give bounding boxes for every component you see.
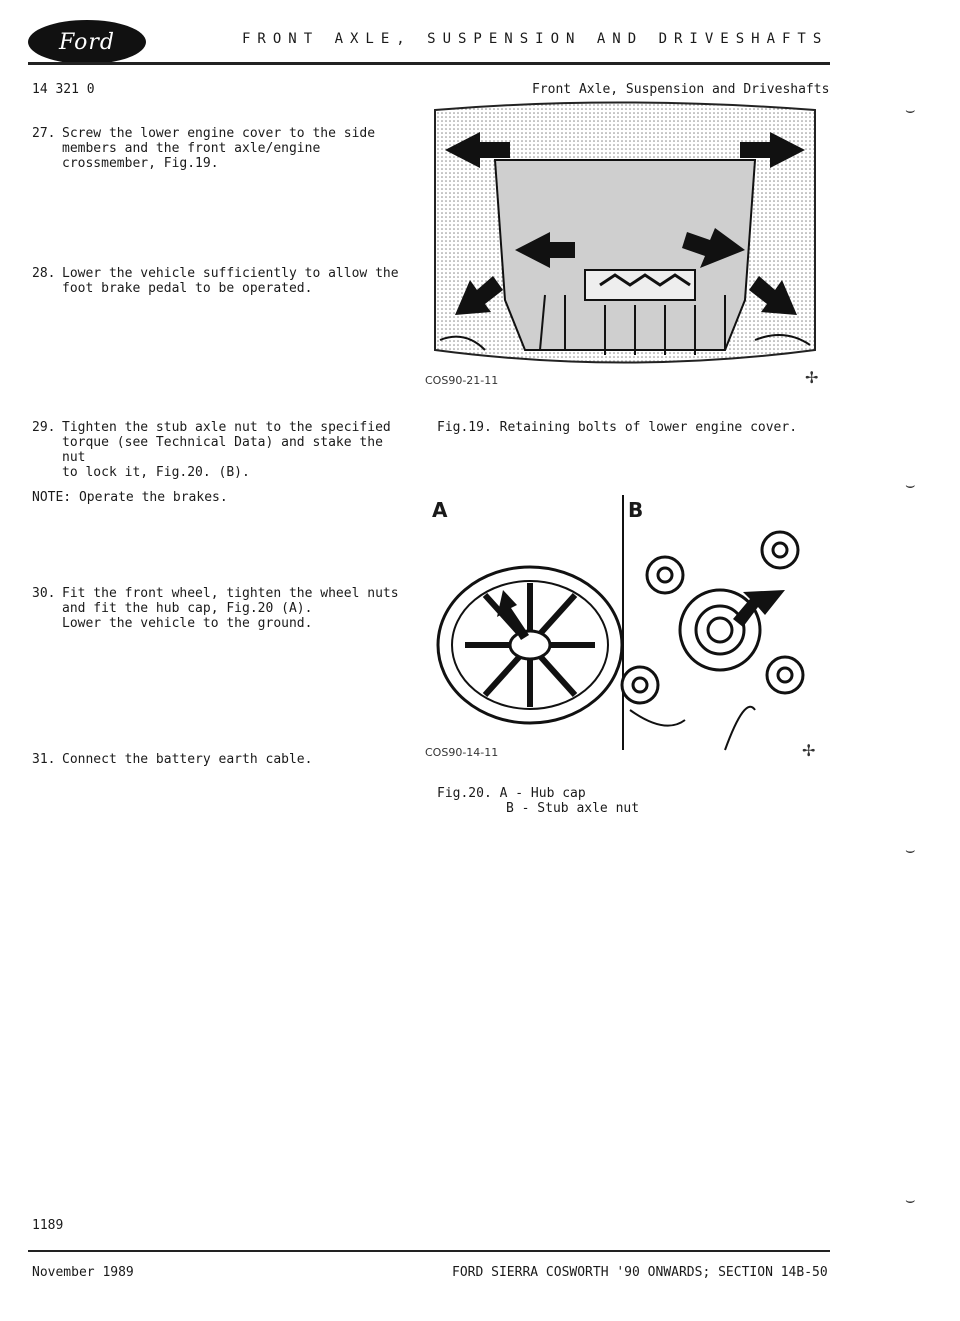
margin-tick-icon: ⌣ <box>905 100 916 119</box>
ford-logo <box>28 20 146 64</box>
step-line: foot brake pedal to be operated. <box>62 281 313 296</box>
note <box>32 490 402 505</box>
margin-tick-icon: ⌣ <box>905 475 916 494</box>
step-line: members and the front axle/engine <box>62 141 321 156</box>
footer-rule <box>28 1250 830 1252</box>
page-title: FRONT AXLE, SUSPENSION AND DRIVESHAFTS <box>242 31 829 47</box>
fig20-code: COS90-14-11 <box>425 746 499 759</box>
step-line: Screw the lower engine cover to the side <box>62 126 376 141</box>
step-line: torque (see Technical Data) and stake the nut <box>62 435 383 465</box>
step-line: Fit the front wheel, tighten the wheel nuts <box>62 586 399 601</box>
step-line: and fit the hub cap, Fig.20 (A). <box>62 601 313 616</box>
step-27 <box>32 126 402 171</box>
step-number: 27. <box>32 126 56 141</box>
fig20-label-b: B <box>628 498 644 522</box>
step-number: 29. <box>32 420 56 435</box>
north-mark-icon: ✢ <box>805 368 819 387</box>
section-name: Front Axle, Suspension and Driveshafts <box>532 82 830 97</box>
step-number: 31. <box>32 752 56 767</box>
step-line: Connect the battery earth cable. <box>62 752 313 767</box>
margin-tick-icon: ⌣ <box>905 840 916 859</box>
fig20-caption-1: Fig.20. A - Hub cap <box>437 786 586 801</box>
fig19-caption: Fig.19. Retaining bolts of lower engine cover. <box>437 420 798 435</box>
step-line: crossmember, Fig.19. <box>62 156 219 171</box>
footer-date: November 1989 <box>32 1265 134 1280</box>
step-number: 28. <box>32 266 56 281</box>
ref-number: 14 321 0 <box>32 82 95 97</box>
north-mark-icon: ✢ <box>802 741 816 760</box>
step-31 <box>32 752 402 767</box>
engine-cover-drawing <box>425 100 820 370</box>
wheel-hub-drawing <box>425 495 820 760</box>
step-line: Lower the vehicle sufficiently to allow the <box>62 266 399 281</box>
fig20-label-a: A <box>432 498 448 522</box>
note-text: Operate the brakes. <box>78 490 228 505</box>
fig20-illustration <box>425 495 820 760</box>
page-number: 1189 <box>32 1218 64 1233</box>
step-line: Tighten the stub axle nut to the specified <box>62 420 391 435</box>
ford-logo-text: Ford <box>59 29 115 55</box>
step-line: Lower the vehicle to the ground. <box>62 616 313 631</box>
footer-manual-ref: FORD SIERRA COSWORTH '90 ONWARDS; SECTION 14B-50 <box>452 1265 828 1280</box>
note-label: NOTE: <box>32 490 72 505</box>
header-rule <box>28 62 830 65</box>
margin-tick-icon: ⌣ <box>905 1190 916 1209</box>
step-30 <box>32 586 402 631</box>
fig19-code: COS90-21-11 <box>425 374 499 387</box>
step-number: 30. <box>32 586 56 601</box>
step-29 <box>32 420 402 480</box>
fig19-illustration <box>425 100 820 370</box>
step-line: to lock it, Fig.20. (B). <box>62 465 250 480</box>
step-28 <box>32 266 402 296</box>
fig20-caption-2: B - Stub axle nut <box>506 801 640 816</box>
